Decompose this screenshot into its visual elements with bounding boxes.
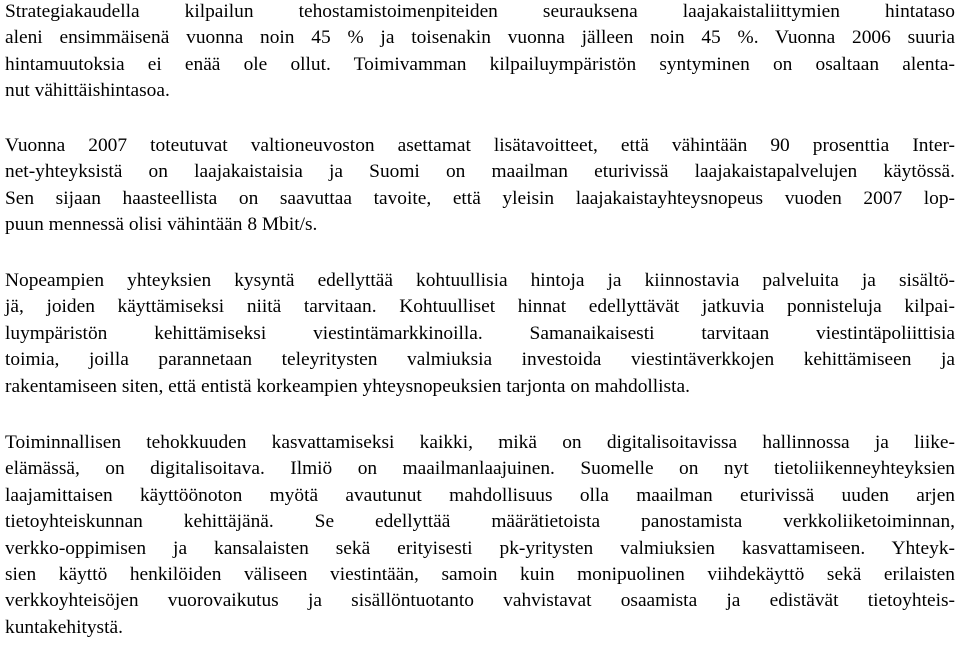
paragraph-1-line-2: aleni ensimmäisenä vuonna noin 45 % ja toisenakin vuonna jälleen noin 45 %. Vuonna 2006 suuria bbox=[5, 27, 955, 49]
paragraph-2-line-3: Sen sijaan haasteellista on saavuttaa tavoite, että yleisin laajakaistayhteysnopeus vuoden 2007 lop- bbox=[5, 187, 955, 209]
paragraph-1-line-1: Strategiakaudella kilpailun tehostamistoimenpiteiden seurauksena laajakaistaliittymien hintataso bbox=[5, 1, 955, 22]
paragraph-1-line-3: hintamuutoksia ei enää ole ollut. Toimivamman kilpailuympäristön syntyminen on osaltaan alenta- bbox=[5, 53, 955, 75]
paragraph-2-line-1: Vuonna 2007 toteutuvat valtioneuvoston asettamat lisätavoitteet, että vähintään 90 prosenttia Inter- bbox=[5, 135, 955, 156]
paragraph-2 bbox=[5, 133, 955, 239]
paragraph-3-line-3: luympäristön kehittämiseksi viestintämarkkinoilla. Samanaikaisesti tarvitaan viestintäpoliittisia bbox=[5, 322, 955, 344]
paragraph-4-line-6: sien käyttö henkilöiden väliseen viestintään, samoin kuin monipuolinen viihdekäyttö sekä erilaisten bbox=[5, 564, 955, 586]
paragraph-4-line-8: kuntakehitystä. bbox=[5, 616, 123, 638]
paragraph-4-line-5: verkko-oppimisen ja kansalaisten sekä erityisesti pk-yritysten valmiuksien kasvattamiseen. Yhteyk- bbox=[5, 537, 955, 559]
paragraph-4 bbox=[5, 430, 955, 641]
paragraph-2-line-4: puun mennessä olisi vähintään 8 Mbit/s. bbox=[5, 214, 318, 236]
paragraph-4-line-7: verkkoyhteisöjen vuorovaikutus ja sisällöntuotanto vahvistavat osaamista ja edistävät tietoyhteis- bbox=[5, 590, 955, 612]
paragraph-3-line-1: Nopeampien yhteyksien kysyntä edellyttää kohtuullisia hintoja ja kiinnostavia palveluita ja sisältö- bbox=[5, 270, 955, 291]
paragraph-1 bbox=[5, 0, 955, 105]
paragraph-3-line-2: jä, joiden käyttämiseksi niitä tarvitaan. Kohtuulliset hinnat edellyttävät jatkuvia ponnisteluja kilpai- bbox=[5, 296, 955, 318]
paragraph-4-line-1: Toiminnallisen tehokkuuden kasvattamiseksi kaikki, mikä on digitalisoitavissa hallinnossa ja liike- bbox=[5, 432, 955, 453]
paragraph-4-line-4: tietoyhteiskunnan kehittäjänä. Se edellyttää määrätietoista panostamista verkkoliiketoiminnan, bbox=[5, 511, 955, 533]
paragraph-2-line-2: net-yhteyksistä on laajakaistaisia ja Suomi on maailman eturivissä laajakaistapalvelujen käytössä. bbox=[5, 161, 955, 183]
paragraph-3-line-5: rakentamiseen siten, että entistä korkeampien yhteysnopeuksien tarjonta on mahdollista. bbox=[5, 375, 690, 397]
paragraph-3-line-4: toimia, joilla parannetaan teleyritysten valmiuksia investoida viestintäverkkojen kehittämiseen ja bbox=[5, 349, 955, 371]
paragraph-4-line-2: elämässä, on digitalisoitava. Ilmiö on maailmanlaajuinen. Suomelle on nyt tietoliikenneyhteyksien bbox=[5, 458, 955, 480]
paragraph-1-line-4: nut vähittäishintasoa. bbox=[5, 80, 170, 102]
paragraph-4-line-3: laajamittaisen käyttöönoton myötä avautunut mahdollisuus olla maailman eturivissä uuden arjen bbox=[5, 484, 955, 506]
paragraph-3 bbox=[5, 268, 955, 400]
